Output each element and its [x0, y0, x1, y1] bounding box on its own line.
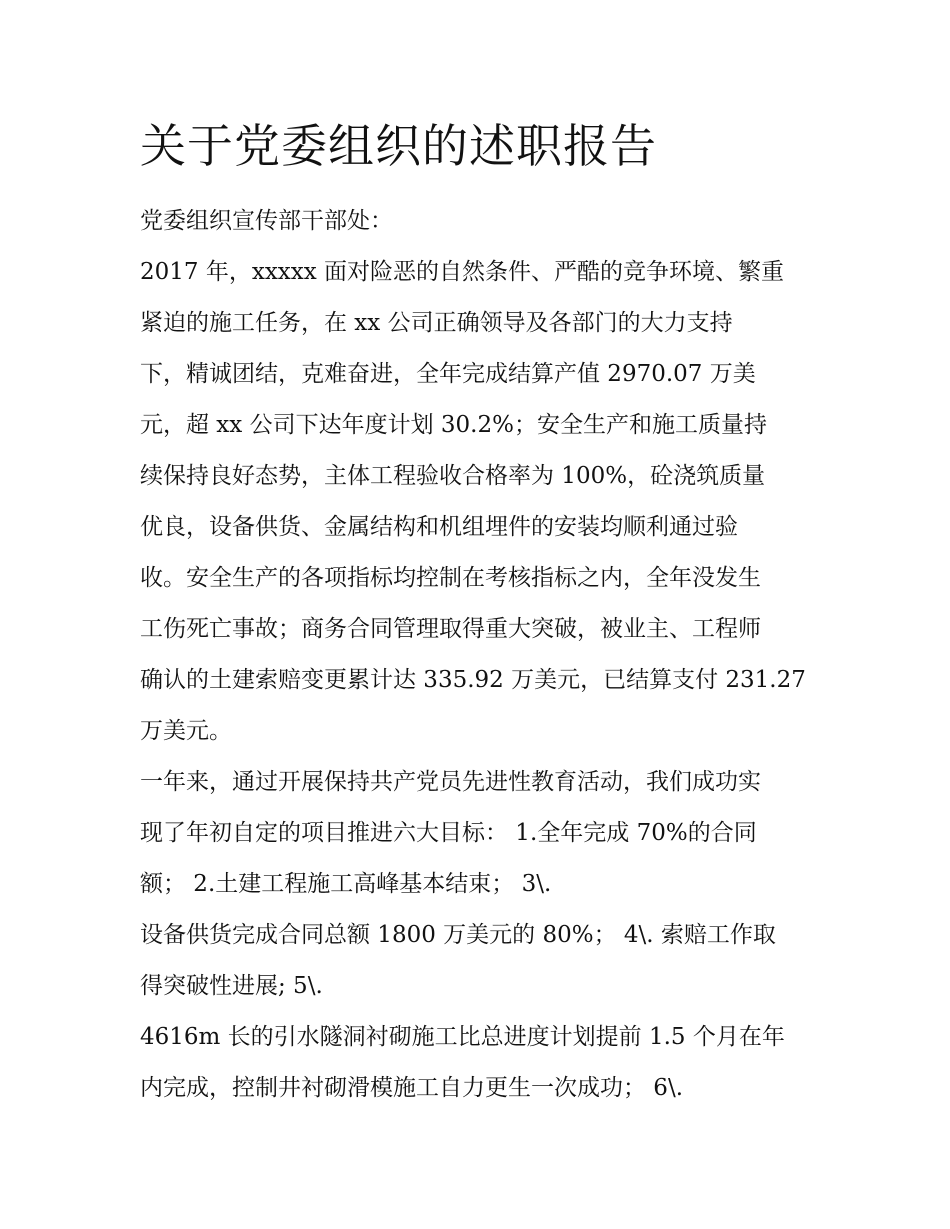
salutation: 党委组织宣传部干部处：: [140, 208, 393, 234]
paragraph-line: 现了年初自定的项目推进六大目标： 1.全年完成 70%的合同: [140, 820, 757, 846]
paragraph-line: 优良，设备供货、金属结构和机组埋件的安装均顺利通过验: [140, 514, 738, 540]
paragraph-line: 万美元。: [140, 718, 232, 744]
paragraph-line: 内完成，控制井衬砌滑模施工自力更生一次成功； 6\.: [140, 1075, 684, 1101]
paragraph-line: 工伤死亡事故；商务合同管理取得重大突破，被业主、工程师: [140, 616, 761, 642]
paragraph-line: 续保持良好态势，主体工程验收合格率为 100%，砼浇筑质量: [140, 463, 766, 489]
paragraph-line: 紧迫的施工任务，在 xx 公司正确领导及各部门的大力支持: [140, 310, 733, 336]
paragraph-line: 确认的土建索赔变更累计达 335.92 万美元，已结算支付 231.27: [140, 667, 806, 693]
paragraph-line: 一年来，通过开展保持共产党员先进性教育活动，我们成功实: [140, 769, 761, 795]
paragraph-line: 元，超 xx 公司下达年度计划 30.2%；安全生产和施工质量持: [140, 412, 767, 438]
paragraph-line: 下，精诚团结，克难奋进，全年完成结算产值 2970.07 万美: [140, 361, 756, 387]
document-title: 关于党委组织的述职报告: [140, 119, 657, 173]
paragraph-line: 额； 2.土建工程施工高峰基本结束； 3\.: [140, 871, 552, 897]
paragraph-line: 收。安全生产的各项指标均控制在考核指标之内，全年没发生: [140, 565, 761, 591]
paragraph-line: 2017 年，xxxxx 面对险恶的自然条件、严酷的竞争环境、繁重: [140, 259, 785, 285]
paragraph-line: 设备供货完成合同总额 1800 万美元的 80%； 4\. 索赔工作取: [140, 922, 776, 948]
paragraph-line: 得突破性进展; 5\.: [140, 973, 323, 999]
paragraph-line: 4616m 长的引水隧洞衬砌施工比总进度计划提前 1.5 个月在年: [140, 1024, 785, 1050]
